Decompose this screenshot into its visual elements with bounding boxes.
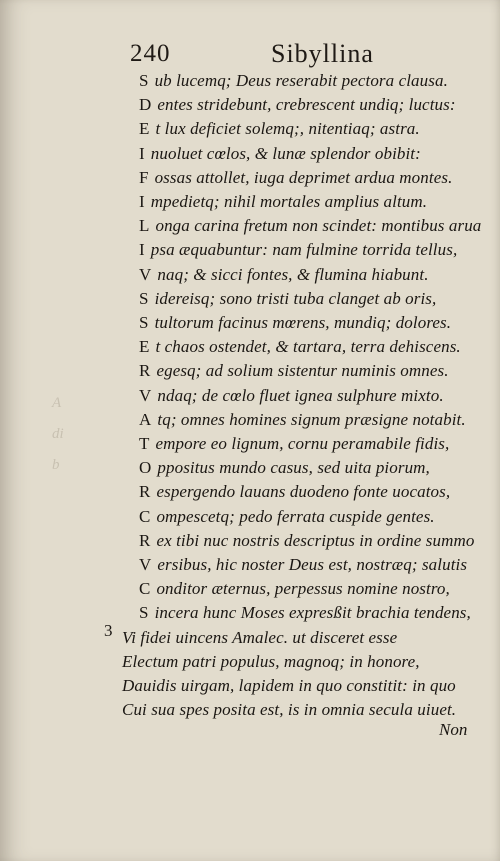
verse-text: naq; & sicci fontes, & flumina hiabunt.: [157, 264, 429, 284]
verse-text: ppositus mundo casus, sed uita piorum,: [157, 458, 430, 478]
verse-line: [139, 410, 466, 434]
verse-line: [139, 579, 450, 603]
verse-text: empore eo lignum, cornu peramabile fidis,: [155, 434, 450, 453]
verse-line: [139, 216, 481, 240]
verse-initial: I: [139, 192, 145, 211]
page-header: [127, 40, 487, 70]
verse-line: [139, 119, 420, 143]
verse-initial: E: [139, 119, 150, 139]
verse-text: egesq; ad solium sistentur numinis omnes.: [156, 361, 449, 381]
show-through-text: A di b: [52, 395, 64, 473]
verse-line: [139, 482, 450, 506]
verse-text: Vi fidei uincens Amalec. ut disceret esse: [122, 627, 398, 647]
verse-initial: I: [139, 143, 145, 163]
verse-line: [139, 192, 427, 216]
verse-line: [139, 507, 435, 531]
verse-text: ersibus, hic noster Deus est, nostræq; salutis: [157, 555, 468, 574]
verse-initial: S: [139, 313, 149, 332]
verse-line: [139, 434, 449, 458]
verse-initial: R: [139, 482, 151, 502]
verse-initial: R: [139, 361, 151, 381]
verse-line: [139, 337, 461, 361]
verse-initial: O: [139, 458, 152, 478]
verse-line: [122, 628, 397, 652]
verse-initial: I: [139, 240, 145, 260]
verse-text: incera hunc Moses expresßit brachia tendens,: [154, 603, 471, 623]
verse-initial: F: [139, 167, 149, 187]
running-title: Sibyllina: [271, 39, 374, 68]
verse-text: ompescetq; pedo ferrata cuspide gentes.: [156, 506, 435, 526]
verse-text: ex tibi nuc nostris descriptus in ordine summo: [156, 530, 475, 550]
catchword: Non: [439, 720, 468, 739]
verse-text: onga carina fretum non scindet: montibus arua: [155, 216, 482, 236]
verse-text: ub lucemq; Deus reserabit pectora clausa.: [154, 71, 448, 90]
verse-initial: T: [139, 434, 150, 453]
verse-line: [139, 289, 436, 313]
verse-text: entes stridebunt, crebrescent undiq; luctus:: [157, 95, 456, 115]
margin-note: 3: [104, 621, 113, 640]
verse-text: Electum patri populus, magnoq; in honore,: [122, 651, 420, 671]
verse-initial: V: [139, 555, 152, 574]
verse-line: [139, 71, 448, 95]
verse-initial: A: [139, 409, 152, 429]
verse-initial: V: [139, 264, 152, 284]
verse-text: mpedietq; nihil mortales amplius altum.: [150, 192, 428, 211]
verse-line: [139, 265, 429, 289]
verse-line: [122, 652, 420, 676]
verse-line: [122, 676, 456, 700]
verse-initial: C: [139, 579, 151, 599]
verse-line: [122, 700, 456, 724]
verse-line: [139, 144, 421, 168]
verse-initial: S: [139, 603, 149, 623]
verse-line: [139, 95, 456, 119]
verse-initial: C: [139, 506, 151, 526]
verse-text: tultorum facinus mœrens, mundiq; dolores.: [154, 313, 452, 332]
verse-initial: L: [139, 216, 150, 236]
verse-text: Dauidis uirgam, lapidem in quo constitit: in quo: [122, 676, 456, 695]
verse-line: [139, 386, 444, 410]
verse-initial: S: [139, 71, 149, 90]
verse-text: idereisq; sono tristi tuba clanget ab oris,: [154, 288, 437, 308]
verse-line: [139, 361, 449, 385]
verse-text: ossas attollet, iuga deprimet ardua montes.: [154, 167, 453, 187]
verse-line: [139, 555, 467, 579]
verse-text: t chaos ostendet, & tartara, terra dehiscens.: [155, 337, 461, 357]
verse-initial: S: [139, 288, 149, 308]
verse-line: [139, 603, 471, 627]
verse-text: espergendo lauans duodeno fonte uocatos,: [156, 482, 451, 502]
verse-text: t lux deficiet solemq;, nitentiaq; astra.: [155, 119, 420, 139]
verse-line: [139, 531, 474, 555]
verse-initial: D: [139, 95, 152, 115]
verse-text: tq; omnes homines signum præsigne notabit.: [157, 409, 466, 429]
page-number: 240: [130, 40, 171, 67]
verse-text: nuoluet cœlos, & lunæ splendor obibit:: [150, 143, 421, 163]
verse-line: [139, 168, 452, 192]
verse-text: psa æquabuntur: nam fulmine torrida tellus,: [150, 240, 458, 260]
verse-text: ndaq; de cœlo fluet ignea sulphure mixto.: [157, 385, 444, 405]
verse-initial: V: [139, 385, 152, 405]
verse-line: [139, 240, 457, 264]
verse-initial: R: [139, 530, 151, 550]
verse-line: [139, 313, 451, 337]
verse-text: Cui sua spes posita est, is in omnia secula uiuet.: [122, 700, 457, 720]
verse-line: [139, 458, 430, 482]
verse-text: onditor æternus, perpessus nomine nostro,: [156, 579, 450, 599]
verse-initial: E: [139, 337, 150, 357]
